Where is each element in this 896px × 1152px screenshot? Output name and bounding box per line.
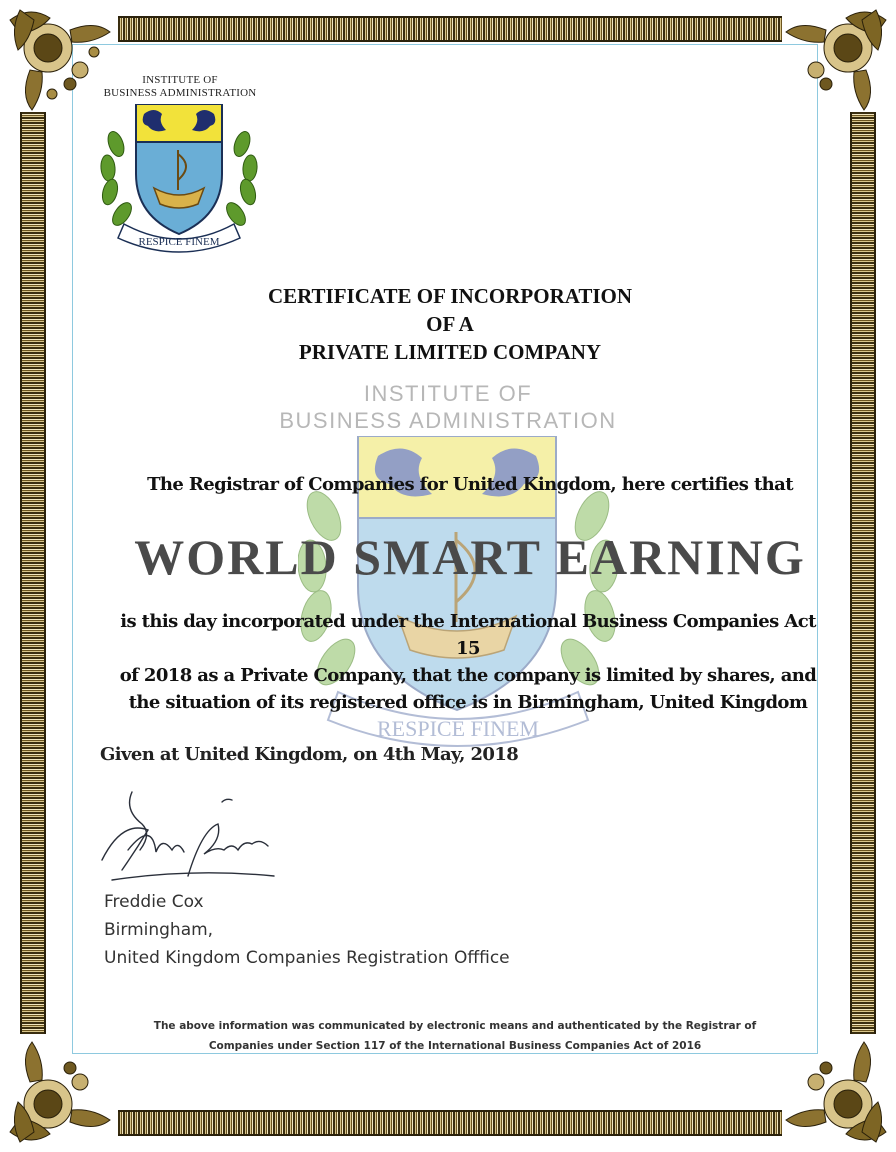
- title-line3: PRIVATE LIMITED COMPANY: [298, 340, 602, 364]
- border-right: [850, 112, 876, 1034]
- incorporation-statement: [108, 608, 828, 716]
- border-bottom: [118, 1110, 782, 1136]
- watermark-line2: BUSINESS ADMINISTRATION: [279, 408, 617, 433]
- watermark-line1: INSTITUTE OF: [363, 381, 533, 406]
- border-left: [20, 112, 46, 1034]
- watermark-motto: RESPICE FINEM: [377, 716, 539, 741]
- corner-ornament: [0, 0, 120, 120]
- institute-name-line1: INSTITUTE OF: [142, 74, 218, 86]
- signatory-name: Freddie Cox: [104, 892, 204, 912]
- border-top: [118, 16, 782, 42]
- given-date: Given at United Kingdom, on 4th May, 2018: [100, 744, 519, 765]
- watermark-institute-name: [248, 380, 648, 434]
- footer-note: [120, 1016, 790, 1056]
- corner-ornament: [776, 0, 896, 120]
- signatory-city: Birmingham,: [104, 920, 214, 940]
- crest-icon: [94, 104, 264, 254]
- body-line3: the situation of its registered office is in Birmingham, United Kingdom: [128, 692, 808, 713]
- logo-motto: RESPICE FINEM: [138, 236, 220, 248]
- corner-ornament: [0, 1032, 120, 1152]
- company-name: WORLD SMART EARNING: [134, 529, 806, 585]
- body-line1: is this day incorporated under the International Business Companies Act 15: [120, 611, 816, 659]
- footer-line1: The above information was communicated by electronic means and authenticated by the Registrar of: [153, 1020, 757, 1032]
- certificate-title: [150, 282, 750, 366]
- footer-line2: Companies under Section 117 of the International Business Companies Act of 2016: [208, 1040, 702, 1052]
- institute-logo-text: [86, 74, 274, 100]
- registrar-statement: The Registrar of Companies for United Kingdom, here certifies that: [147, 474, 793, 495]
- body-line2: of 2018 as a Private Company, that the company is limited by shares, and: [119, 665, 817, 686]
- signatory-block: [104, 888, 510, 972]
- signatory-office: United Kingdom Companies Registration Offfice: [104, 948, 510, 968]
- institute-name-line2: BUSINESS ADMINISTRATION: [103, 87, 257, 99]
- title-line1: CERTIFICATE OF INCORPORATION: [267, 284, 633, 308]
- corner-ornament: [776, 1032, 896, 1152]
- title-line2: OF A: [426, 312, 474, 336]
- signature-icon: [92, 780, 292, 890]
